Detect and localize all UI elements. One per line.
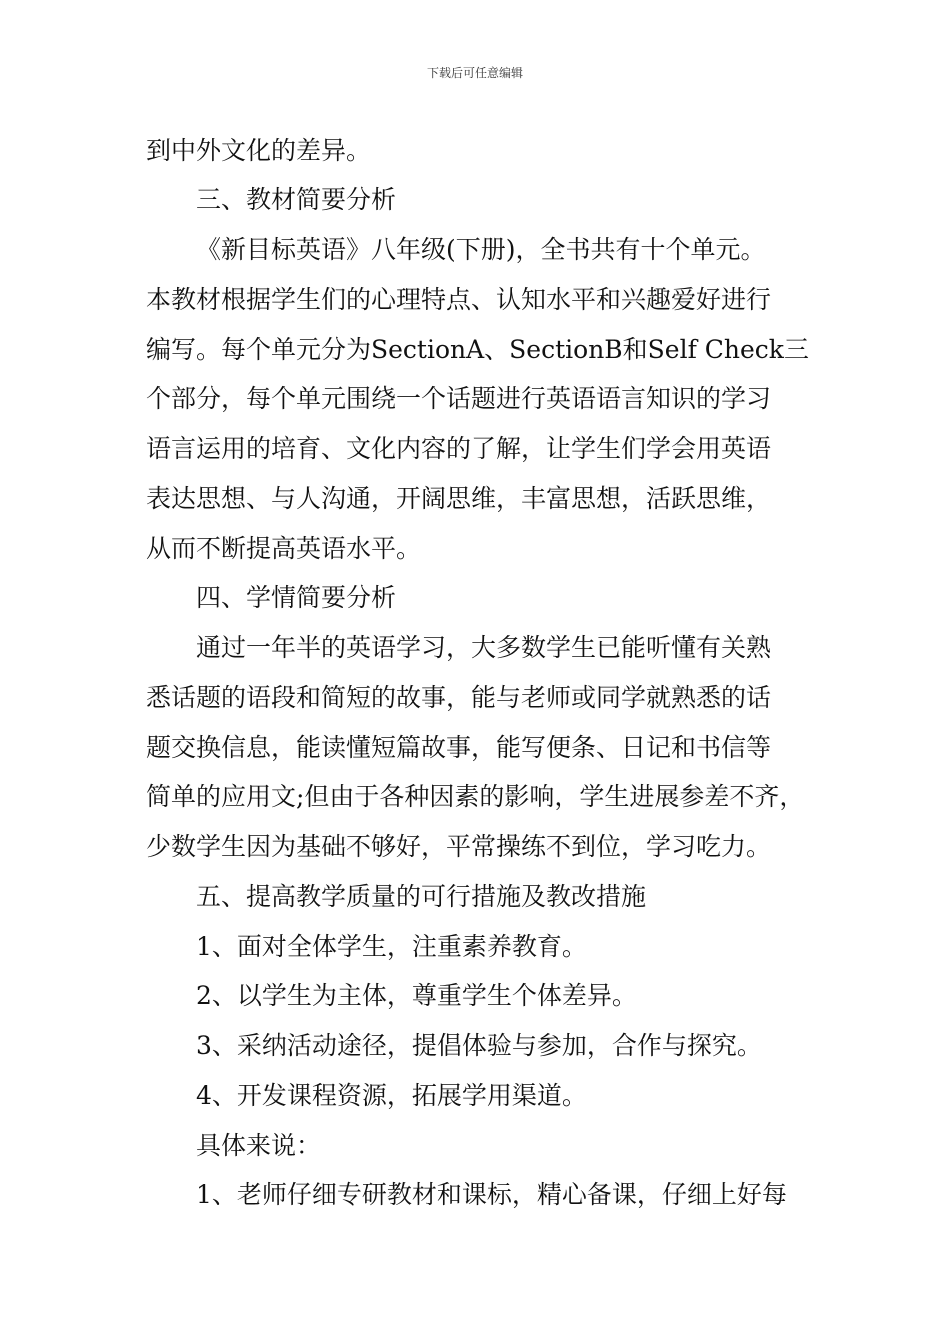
text-line: 本教材根据学生们的心理特点、认知水平和兴趣爱好进行 xyxy=(146,285,772,314)
list-item: 1、老师仔细专研教材和课标，精心备课，仔细上好每 xyxy=(196,1180,787,1209)
text-line: 语言运用的培育、文化内容的了解，让学生们学会用英语 xyxy=(146,434,772,463)
text-line: 个部分，每个单元围绕一个话题进行英语语言知识的学习 xyxy=(146,384,772,413)
text-line: 悉话题的语段和简短的故事，能与老师或同学就熟悉的话 xyxy=(146,683,772,712)
text-line: 简单的应用文;但由于各种因素的影响，学生进展参差不齐， xyxy=(146,782,805,811)
text-line: 具体来说： xyxy=(196,1131,322,1160)
text-line: 编写。每个单元分为SectionA、SectionB和Self Check三 xyxy=(146,335,809,364)
list-item: 1、面对全体学生，注重素养教育。 xyxy=(196,932,587,961)
text-line: 到中外文化的差异。 xyxy=(146,136,372,165)
text-line: 通过一年半的英语学习，大多数学生已能听懂有关熟 xyxy=(196,633,772,662)
text-line: 从而不断提高英语水平。 xyxy=(146,534,422,563)
list-item: 3、采纳活动途径，提倡体验与参加，合作与探究。 xyxy=(196,1031,762,1060)
text-line: 题交换信息，能读懂短篇故事，能写便条、日记和书信等 xyxy=(146,733,772,762)
list-item: 4、开发课程资源，拓展学用渠道。 xyxy=(196,1081,587,1110)
text-line: 表达思想、与人沟通，开阔思维，丰富思想，活跃思维， xyxy=(146,484,772,513)
section-heading: 五、提高教学质量的可行措施及教改措施 xyxy=(196,882,647,911)
section-heading: 四、学情简要分析 xyxy=(196,583,397,612)
section-heading: 三、教材简要分析 xyxy=(196,185,397,214)
text-line: 《新目标英语》八年级(下册)，全书共有十个单元。 xyxy=(196,235,766,264)
text-line: 少数学生因为基础不够好，平常操练不到位，学习吃力。 xyxy=(146,832,772,861)
page-header: 下载后可任意编辑 xyxy=(426,66,523,80)
list-item: 2、以学生为主体，尊重学生个体差异。 xyxy=(196,981,637,1010)
